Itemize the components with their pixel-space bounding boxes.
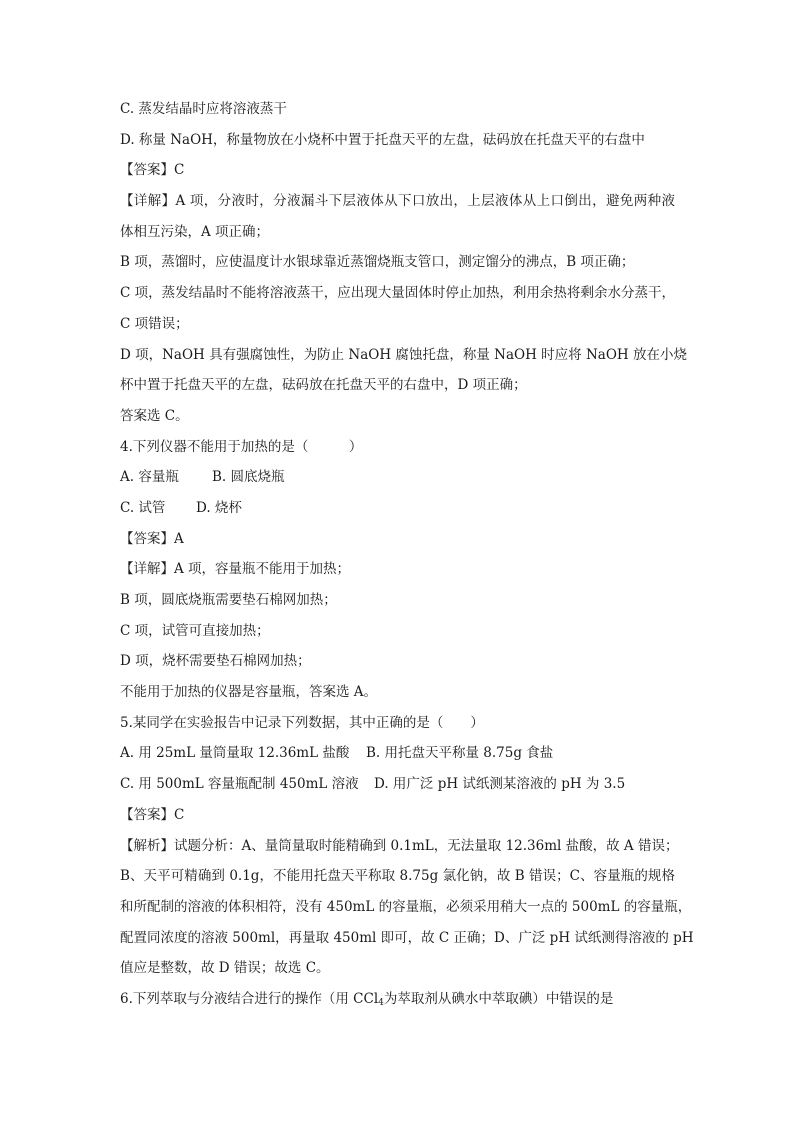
q5-explanation-line-2: B、天平可精确到 0.1g，不能用托盘天平称取 8.75g 氯化钠，故 B 错误；C、容量瓶的规格 xyxy=(120,868,675,885)
q5-option-c: C. 用 500mL 容量瓶配制 450mL 溶液 xyxy=(120,776,359,793)
q3-explanation-line-3: B 项，蒸馏时，应使温度计水银球靠近蒸馏烧瓶支管口，测定馏分的沸点，B 项正确； xyxy=(120,254,635,271)
q5-option-a: A. 用 25mL 量筒量取 12.36mL 盐酸 xyxy=(120,745,350,762)
q5-option-b: B. 用托盘天平称量 8.75g 食盐 xyxy=(366,745,554,762)
q4-explanation-line-1: 【详解】A 项，容量瓶不能用于加热； xyxy=(120,561,351,578)
q4-option-b: B. 圆底烧瓶 xyxy=(212,469,285,486)
q3-option-d: D. 称量 NaOH，称量物放在小烧杯中置于托盘天平的左盘，砝码放在托盘天平的右盘中 xyxy=(120,131,645,148)
q4-options-row-1 xyxy=(120,468,680,486)
q6-question xyxy=(120,990,680,1008)
q3-option-c: C. 蒸发结晶时应将溶液蒸干 xyxy=(120,101,287,117)
q3-explanation-line-5: C 项错误； xyxy=(120,315,189,332)
q4-explanation-line-2: B 项，圆底烧瓶需要垫石棉网加热； xyxy=(120,592,337,608)
document-body xyxy=(120,100,694,1021)
q5-options-row-1 xyxy=(120,744,680,762)
q5-explanation-line-3: 和所配制的溶液的体积相符，没有 450mL 的容量瓶，必须采用稍大一点的 500mL 的容量瓶， xyxy=(120,898,692,915)
q4-option-c: C. 试管 xyxy=(120,499,166,516)
q5-option-d: D. 用广泛 pH 试纸测某溶液的 pH 为 3.5 xyxy=(374,776,626,793)
q3-explanation-line-2: 体相互污染，A 项正确； xyxy=(120,223,270,240)
q3-explanation-line-7: 杯中置于托盘天平的左盘，砝码放在托盘天平的右盘中，D 项正确； xyxy=(120,377,527,394)
q5-explanation-line-5: 值应是整数，故 D 错误；故选 C。 xyxy=(120,960,330,977)
q6-text-after: 为萃取剂从碘水中萃取碘）中错误的是 xyxy=(383,990,614,1007)
q4-answer: 【答案】A xyxy=(120,530,184,547)
q4-option-d: D. 烧杯 xyxy=(196,499,242,516)
q4-options-row-2 xyxy=(120,499,680,517)
q4-option-a: A. 容量瓶 xyxy=(120,469,179,486)
q3-explanation-line-4: C 项，蒸发结晶时不能将溶液蒸干，应出现大量固体时停止加热，利用余热将剩余水分蒸干， xyxy=(120,285,675,302)
q3-explanation-line-6: D 项，NaOH 具有强腐蚀性，为防止 NaOH 腐蚀托盘，称量 NaOH 时应将 NaOH 放在小烧 xyxy=(120,346,687,363)
q4-explanation-line-3: C 项，试管可直接加热； xyxy=(120,622,270,639)
q4-explanation-line-5: 不能用于加热的仪器是容量瓶，答案选 A。 xyxy=(120,684,378,701)
q5-question: 5.某同学在实验报告中记录下列数据，其中正确的是（ ） xyxy=(120,714,484,731)
q5-explanation-line-4: 配置同浓度的溶液 500ml，再量取 450ml 即可，故 C 正确；D、广泛 pH 试纸测得溶液的 pH xyxy=(120,929,694,946)
q6-text-before: 6.下列萃取与分液结合进行的操作（用 CCl xyxy=(120,990,379,1007)
q4-explanation-line-4: D 项，烧杯需要垫石棉网加热； xyxy=(120,653,311,670)
q5-explanation-line-1: 【解析】试题分析：A、量筒量取时能精确到 0.1mL，无法量取 12.36ml 盐酸，故 A 错误； xyxy=(120,837,679,854)
q6-subscript: 4 xyxy=(378,997,384,1008)
q3-answer: 【答案】C xyxy=(120,162,185,179)
q5-answer: 【答案】C xyxy=(120,806,185,823)
q3-explanation-line-8: 答案选 C。 xyxy=(120,407,189,424)
q4-question: 4.下列仪器不能用于加热的是（ ） xyxy=(120,438,363,455)
q3-explanation-line-1: 【详解】A 项，分液时，分液漏斗下层液体从下口放出，上层液体从上口倒出，避免两种液 xyxy=(120,193,675,210)
q5-options-row-2 xyxy=(120,775,680,793)
